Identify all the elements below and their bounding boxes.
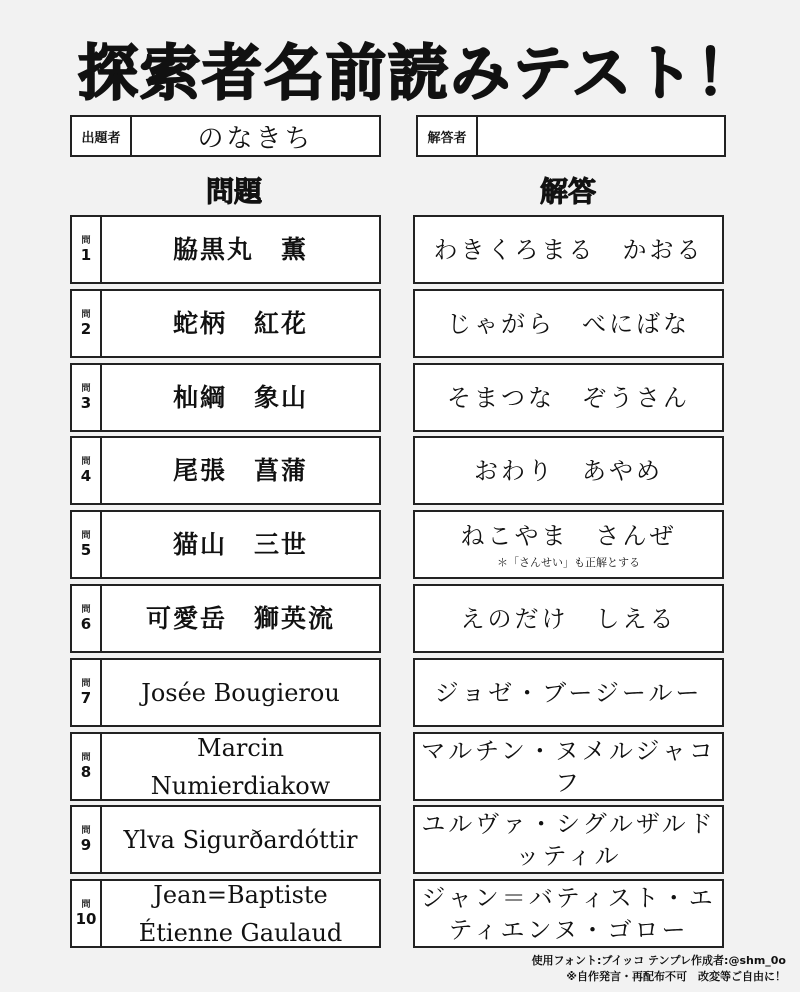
question-prefix: 問: [81, 752, 91, 763]
question-number-value: 2: [80, 319, 92, 338]
answer-column-heading: 解答: [540, 175, 597, 208]
answer-text: ジャン＝バティスト・エティエンヌ・ゴロー: [421, 883, 716, 944]
question-box: [70, 584, 381, 653]
question-box: [70, 436, 381, 505]
question-prefix: 問: [81, 825, 91, 836]
question-box: [70, 658, 381, 727]
question-number-value: 10: [75, 909, 97, 928]
answer-box: [413, 510, 724, 579]
question-prefix: 問: [81, 530, 91, 541]
answer-text: じゃがら べにばな: [447, 309, 690, 338]
answer-text: ユルヴァ・シグルザルドッティル: [421, 809, 716, 870]
answer-text: マルチン・ヌメルジャコフ: [421, 736, 716, 797]
question-text: 蛇柄 紅花: [172, 308, 308, 338]
question-text: 杣綱 象山: [172, 382, 308, 412]
question-text: 可愛岳 獅英流: [145, 603, 335, 633]
question-prefix: 問: [81, 235, 91, 246]
question-number-value: 6: [80, 614, 92, 633]
questioner-box: [70, 115, 381, 157]
footer-line-2: ※自作発言・再配布不可 改変等ご自由に！: [566, 970, 786, 983]
question-box: [70, 805, 381, 874]
answer-box: [413, 879, 724, 948]
question-number: [72, 291, 102, 356]
answer-text: おわり あやめ: [474, 456, 663, 485]
question-prefix: 問: [81, 604, 91, 615]
question-prefix: 問: [81, 678, 91, 689]
question-text: 猫山 三世: [172, 529, 308, 559]
question-number-value: 5: [80, 540, 92, 559]
footer-line-1: 使用フォント:ブイッコ テンプレ作成者:@shm_0o: [531, 954, 786, 967]
answer-note: ＊「さんせい」も正解とする: [497, 555, 640, 569]
answer-text: えのだけ しえる: [460, 604, 677, 633]
question-column-heading: 問題: [206, 175, 263, 208]
question-box: [70, 732, 381, 801]
question-prefix: 問: [81, 899, 91, 910]
answer-box: [413, 805, 724, 874]
answer-box: [413, 584, 724, 653]
question-number-value: 1: [80, 245, 92, 264]
question-box: [70, 363, 381, 432]
question-text: 尾張 菖蒲: [172, 455, 308, 485]
question-number: [72, 365, 102, 430]
question-number: [72, 660, 102, 725]
question-number-value: 8: [80, 762, 92, 781]
question-number-value: 3: [80, 393, 92, 412]
question-text: Ylva Sigurðardóttir: [123, 825, 358, 854]
question-number-value: 4: [80, 466, 92, 485]
question-number-value: 7: [80, 688, 92, 707]
answer-box: [413, 289, 724, 358]
answer-text: ジョゼ・ブージールー: [434, 678, 703, 707]
question-number: [72, 217, 102, 282]
answer-box: [413, 436, 724, 505]
question-text: 脇黒丸 薫: [172, 234, 308, 264]
question-box: [70, 289, 381, 358]
answer-box: [413, 215, 724, 284]
question-number: [72, 881, 102, 946]
question-box: [70, 879, 381, 948]
question-number: [72, 734, 102, 799]
answerer-label: 解答者: [418, 117, 478, 155]
question-prefix: 問: [81, 309, 91, 320]
questioner-value: のなきち: [197, 123, 314, 154]
page-title: 探索者名前読みテスト！: [78, 39, 758, 109]
answer-box: [413, 363, 724, 432]
question-number: [72, 512, 102, 577]
question-number: [72, 807, 102, 872]
answer-text: わきくろまる かおる: [433, 235, 704, 264]
question-text: Jean=Baptiste Étienne Gaulaud: [138, 880, 343, 947]
question-text: Josée Bougierou: [141, 678, 340, 707]
question-number: [72, 438, 102, 503]
answer-box: [413, 732, 724, 801]
question-prefix: 問: [81, 456, 91, 467]
question-number-value: 9: [80, 835, 92, 854]
answerer-field[interactable]: [478, 117, 724, 155]
question-text: Marcin Numierdiakow: [150, 733, 331, 800]
answer-text: そまつな ぞうさん: [447, 383, 690, 412]
answerer-box: [416, 115, 726, 157]
question-box: [70, 215, 381, 284]
question-number: [72, 586, 102, 651]
question-box: [70, 510, 381, 579]
question-prefix: 問: [81, 383, 91, 394]
footer-credits: [532, 953, 786, 985]
answer-box: [413, 658, 724, 727]
answer-text: ねこやま さんぜ: [460, 521, 677, 550]
questioner-label: 出題者: [72, 117, 132, 155]
